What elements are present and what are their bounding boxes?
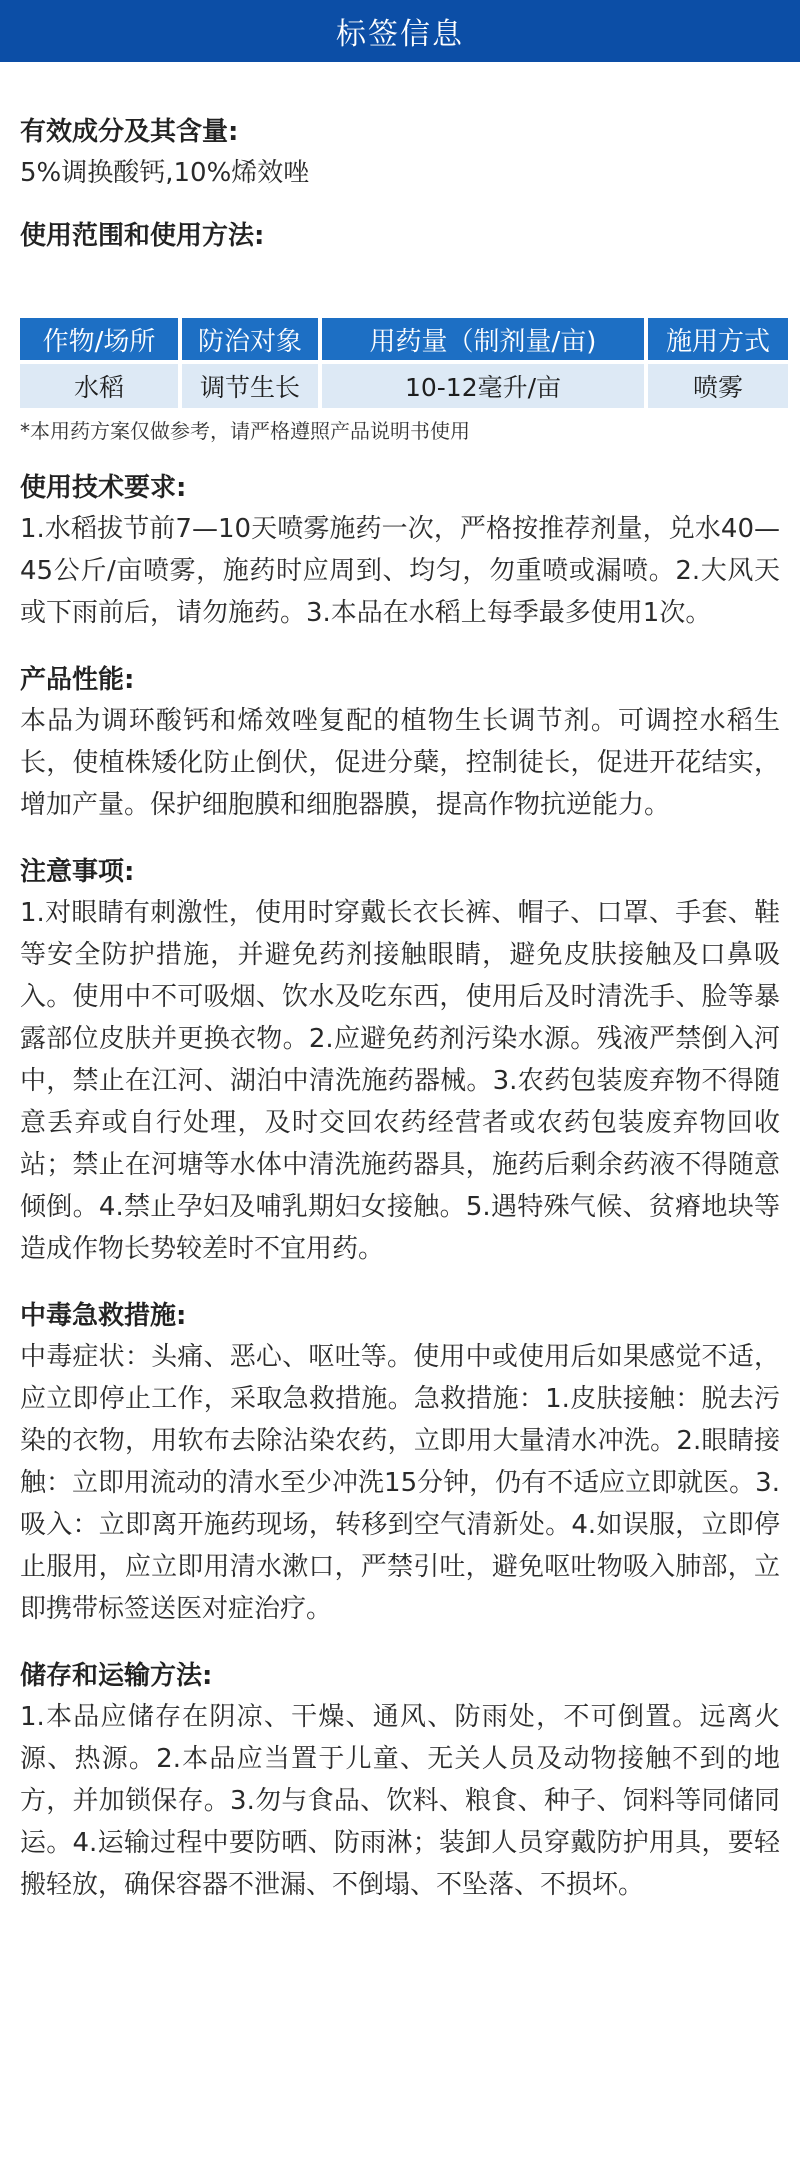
first-aid-title: 中毒急救措施: bbox=[20, 1301, 187, 1331]
ingredients-section bbox=[20, 112, 780, 194]
usage-section bbox=[20, 216, 780, 446]
precautions-section bbox=[20, 852, 780, 1270]
usage-col-method: 施用方式 bbox=[648, 318, 788, 360]
performance-text: 本品为调环酸钙和烯效唑复配的植物生长调节剂。可调控水稻生长，使植株矮化防止倒伏，促进分蘖，控制徒长，促进开花结实，增加产量。保护细胞膜和细胞器膜，提高作物抗逆能力。 bbox=[20, 706, 780, 820]
usage-title: 使用范围和使用方法: bbox=[20, 221, 265, 251]
technical-text: 1.水稻拔节前7—10天喷雾施药一次，严格按推荐剂量，兑水40—45公斤/亩喷雾，施药时应周到、均匀，勿重喷或漏喷。2.大风天或下雨前后，请勿施药。3.本品在水稻上每季最多使用1次。 bbox=[20, 514, 780, 628]
label-content bbox=[0, 112, 800, 1906]
performance-section bbox=[20, 660, 780, 826]
cell-crop: 水稻 bbox=[20, 364, 178, 408]
page-header bbox=[0, 0, 800, 62]
usage-col-crop: 作物/场所 bbox=[20, 318, 178, 360]
technical-title: 使用技术要求: bbox=[20, 473, 187, 503]
header-title: 标签信息 bbox=[336, 17, 464, 52]
usage-col-dosage: 用药量（制剂量/亩) bbox=[322, 318, 644, 360]
usage-table bbox=[16, 314, 792, 412]
storage-section bbox=[20, 1656, 780, 1906]
storage-text: 1.本品应储存在阴凉、干燥、通风、防雨处，不可倒置。远离火源、热源。2.本品应当置于儿童、无关人员及动物接触不到的地方，并加锁保存。3.勿与食品、饮料、粮食、种子、饲料等同储同运。4.运输过程中要防晒、防雨淋；装卸人员穿戴防护用具，要轻搬轻放，确保容器不泄漏、不倒塌、不坠落、不损坏。 bbox=[20, 1702, 780, 1900]
storage-title: 储存和运输方法: bbox=[20, 1661, 213, 1691]
precautions-text: 1.对眼睛有刺激性，使用时穿戴长衣长裤、帽子、口罩、手套、鞋等安全防护措施，并避免药剂接触眼睛，避免皮肤接触及口鼻吸入。使用中不可吸烟、饮水及吃东西，使用后及时清洗手、脸等暴露部位皮肤并更换衣物。2.应避免药剂污染水源。残液严禁倒入河中，禁止在江河、湖泊中清洗施药器械。3.农药包装废弃物不得随意丢弃或自行处理，及时交回农药经营者或农药包装废弃物回收站；禁止在河塘等水体中清洗施药器具，施药后剩余药液不得随意倾倒。4.禁止孕妇及哺乳期妇女接触。5.遇特殊气候、贫瘠地块等造成作物长势较差时不宜用药。 bbox=[20, 898, 780, 1264]
cell-method: 喷雾 bbox=[648, 364, 788, 408]
table-row bbox=[20, 364, 788, 408]
precautions-title: 注意事项: bbox=[20, 857, 135, 887]
first-aid-section bbox=[20, 1296, 780, 1630]
technical-section bbox=[20, 468, 780, 634]
cell-target: 调节生长 bbox=[182, 364, 318, 408]
cell-dosage: 10-12毫升/亩 bbox=[322, 364, 644, 408]
first-aid-text: 中毒症状：头痛、恶心、呕吐等。使用中或使用后如果感觉不适，应立即停止工作，采取急救措施。急救措施：1.皮肤接触：脱去污染的衣物，用软布去除沾染农药，立即用大量清水冲洗。2.眼睛接触：立即用流动的清水至少冲洗15分钟，仍有不适应立即就医。3.吸入：立即离开施药现场，转移到空气清新处。4.如误服，立即停止服用，应立即用清水漱口，严禁引吐，避免呕吐物吸入肺部，立即携带标签送医对症治疗。 bbox=[20, 1342, 780, 1624]
usage-table-header-row bbox=[20, 318, 788, 360]
ingredients-value: 5%调换酸钙,10%烯效唑 bbox=[20, 158, 310, 188]
usage-note: *本用药方案仅做参考，请严格遵照产品说明书使用 bbox=[20, 419, 470, 443]
performance-title: 产品性能: bbox=[20, 665, 135, 695]
ingredients-title: 有效成分及其含量: bbox=[20, 117, 239, 147]
usage-col-target: 防治对象 bbox=[182, 318, 318, 360]
